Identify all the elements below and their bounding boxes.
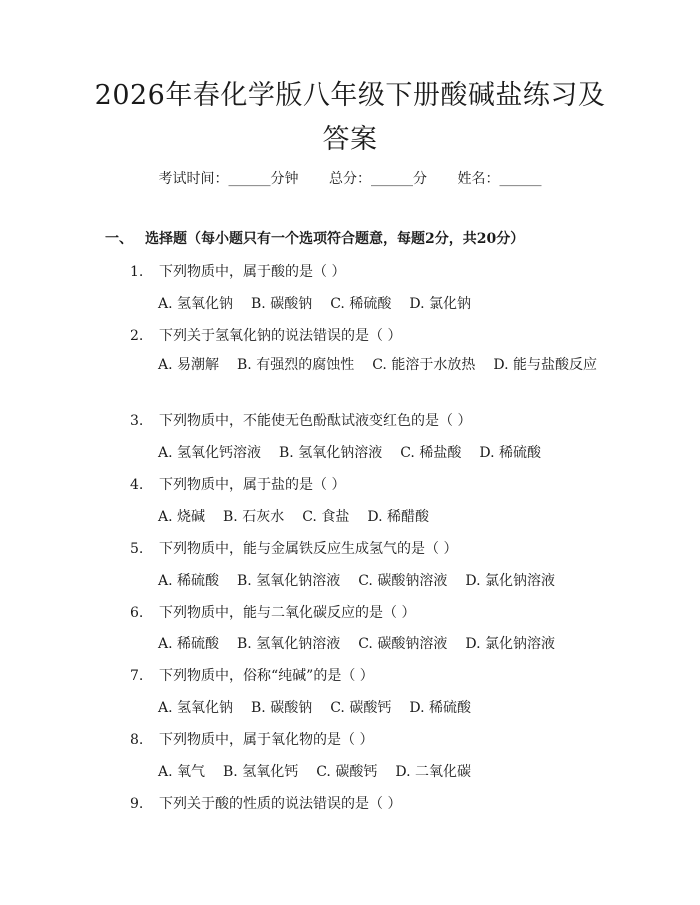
option-c: C. 碳酸钙	[316, 764, 378, 780]
question-2-options	[104, 352, 600, 378]
option-b: B. 氢氧化钠溶液	[237, 573, 341, 589]
exam-score: 总分：______分	[329, 171, 427, 187]
option-d: D. 氯化钠溶液	[465, 573, 555, 589]
question-6	[130, 602, 415, 622]
question-text: 下列物质中，俗称“纯碱”的是（ ）	[159, 668, 374, 684]
question-4	[130, 474, 345, 494]
question-number: 1.	[130, 264, 144, 280]
option-c: C. 碳酸钠溶液	[358, 636, 448, 652]
option-d: D. 稀硫酸	[409, 700, 471, 716]
option-c: C. 食盐	[302, 509, 350, 525]
question-number: 4.	[130, 477, 144, 493]
question-7-options	[158, 697, 489, 717]
option-a: A. 稀硫酸	[158, 636, 220, 652]
option-a: A. 氢氧化钙溶液	[158, 445, 262, 461]
section-title: 选择题（每小题只有一个选项符合题意，每题2分，共20分）	[145, 231, 525, 247]
question-3-options	[158, 442, 559, 462]
option-a: A. 氢氧化钠	[158, 296, 234, 312]
question-text: 下列物质中，属于盐的是（ ）	[159, 477, 346, 493]
option-b: B. 氢氧化钙	[223, 764, 299, 780]
option-c: C. 碳酸钙	[330, 700, 392, 716]
question-3	[130, 410, 471, 430]
option-b: B. 石灰水	[223, 509, 285, 525]
option-c: C. 稀硫酸	[330, 296, 392, 312]
question-9	[130, 793, 401, 813]
question-8-options	[158, 761, 489, 781]
exam-name: 姓名：______	[457, 171, 542, 187]
question-text: 下列关于酸的性质的说法错误的是（ ）	[159, 796, 402, 812]
question-2	[130, 325, 401, 345]
question-text: 下列关于氢氧化钠的说法错误的是（ ）	[159, 328, 402, 344]
option-b: B. 碳酸钠	[251, 700, 313, 716]
question-5-options	[158, 570, 573, 590]
question-5	[130, 538, 457, 558]
option-d: D. 稀醋酸	[367, 509, 429, 525]
question-1	[130, 261, 345, 281]
option-a: A. 氢氧化钠	[158, 700, 234, 716]
question-8	[130, 729, 373, 749]
section-heading	[105, 228, 524, 248]
question-1-options	[158, 293, 489, 313]
option-d: D. 氯化钠溶液	[465, 636, 555, 652]
question-number: 6.	[130, 605, 144, 621]
question-number: 9.	[130, 796, 144, 812]
option-b: B. 氢氧化钠溶液	[279, 445, 383, 461]
option-a: A. 易潮解	[158, 357, 220, 373]
question-4-options	[158, 506, 447, 526]
option-b: B. 有强烈的腐蚀性	[237, 357, 355, 373]
question-text: 下列物质中，属于氧化物的是（ ）	[159, 732, 374, 748]
question-number: 7.	[130, 668, 144, 684]
question-text: 下列物质中，不能使无色酚酞试液变红色的是（ ）	[159, 413, 472, 429]
question-text: 下列物质中，属于酸的是（ ）	[159, 264, 346, 280]
option-d: D. 稀硫酸	[479, 445, 541, 461]
question-text: 下列物质中，能与金属铁反应生成氢气的是（ ）	[159, 541, 458, 557]
question-text: 下列物质中，能与二氧化碳反应的是（ ）	[159, 605, 416, 621]
option-c: C. 能溶于水放热	[372, 357, 476, 373]
question-number: 2.	[130, 328, 144, 344]
option-a: A. 氧气	[158, 764, 206, 780]
section-number: 一、	[105, 231, 133, 247]
exam-info	[0, 168, 700, 188]
option-d: D. 能与盐酸反应	[493, 357, 597, 373]
exam-time: 考试时间：______分钟	[158, 171, 299, 187]
option-b: B. 氢氧化钠溶液	[237, 636, 341, 652]
option-d: D. 氯化钠	[409, 296, 471, 312]
question-7	[130, 665, 374, 685]
option-a: A. 稀硫酸	[158, 573, 220, 589]
question-number: 8.	[130, 732, 144, 748]
question-number: 3.	[130, 413, 144, 429]
question-6-options	[158, 633, 573, 653]
option-d: D. 二氧化碳	[395, 764, 471, 780]
page-title: 2026年春化学版八年级下册酸碱盐练习及答案	[94, 80, 606, 155]
option-a: A. 烧碱	[158, 509, 206, 525]
option-c: C. 稀盐酸	[400, 445, 462, 461]
option-c: C. 碳酸钠溶液	[358, 573, 448, 589]
question-number: 5.	[130, 541, 144, 557]
option-b: B. 碳酸钠	[251, 296, 313, 312]
